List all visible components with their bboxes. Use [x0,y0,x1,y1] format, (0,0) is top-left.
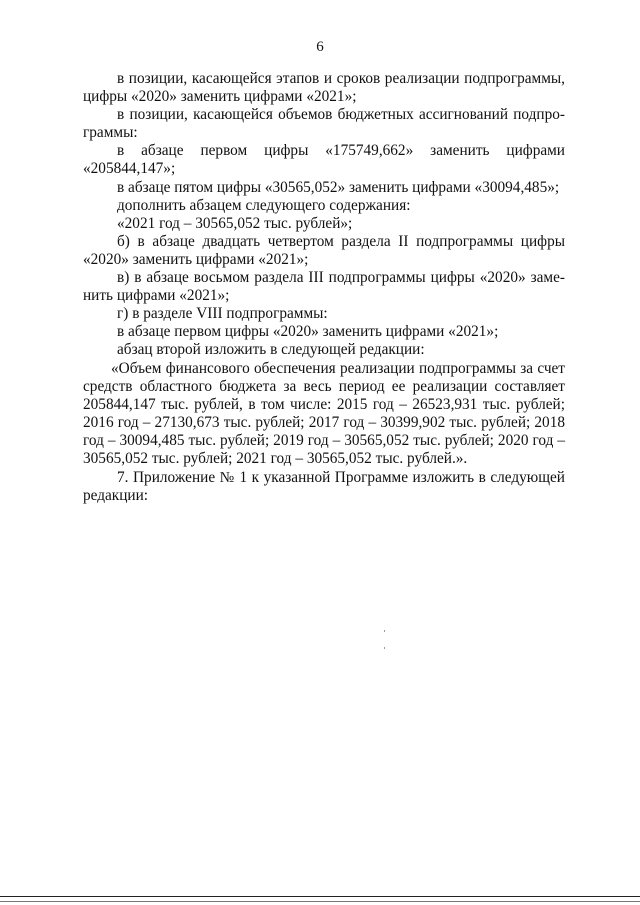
scan-speck [384,630,385,632]
document-body [83,70,565,505]
paragraph-first-abzac: в абзаце первом цифры «175749,662» заменить цифрами «205844,147»; [83,142,565,178]
paragraph-section-viii: г) в разделе VIII подпрограммы: [117,305,328,323]
paragraph-financing-quote: «Объем финансового обеспечения реализации подпрограммы за счет средств областного бюджета за весь период ее реализации составляет 205844,147 тыс. рублей, в том числе: 2015 год – 26523,931 тыс. рублей; 2016 год – 27130,673 тыс. рублей; 2017 год – 30399,902 тыс. рублей; 2018 год – 30094,485 тыс. рублей; 2019 год – 30565,052 тыс. рублей; 2020 год – 30565,052 тыс. рублей; 2021 год – 30565,052 тыс. рублей.». [83,359,565,467]
paragraph-section-iii: в) в абзаце восьмом раздела III подпрограммы цифры «2020» заменить цифрами «2021»; [83,269,565,305]
paragraph-fifth-abzac: в абзаце пятом цифры «30565,052» заменить цифрами «30094,485»; [117,178,560,196]
paragraph-stages-deadlines: в позиции, касающейся этапов и сроков реализации подпрограммы, цифры «2020» заменить цифрами «2021»; [83,70,565,106]
paragraph-section-viii-first: в абзаце первом цифры «2020» заменить цифрами «2021»; [117,323,499,341]
paragraph-add-abzac: дополнить абзацем следующего содержания: [117,196,411,214]
paragraph-2021-amount: «2021 год – 30565,052 тыс. рублей»; [117,214,353,232]
bottom-rule-secondary [0,901,640,902]
page-number: 6 [316,39,324,55]
scan-speck [384,647,385,649]
paragraph-section-viii-second: абзац второй изложить в следующей редакции: [117,341,425,359]
bottom-rule [0,896,640,897]
paragraph-section-ii: б) в абзаце двадцать четвертом раздела II подпрограммы цифры «2020» заменить цифрами «2021»; [83,232,565,268]
paragraph-budget-allocations: в позиции, касающейся объемов бюджетных ассигнований подпрограммы: [83,106,565,142]
paragraph-appendix-1: 7. Приложение № 1 к указанной Программе изложить в следующей редакции: [83,469,565,505]
